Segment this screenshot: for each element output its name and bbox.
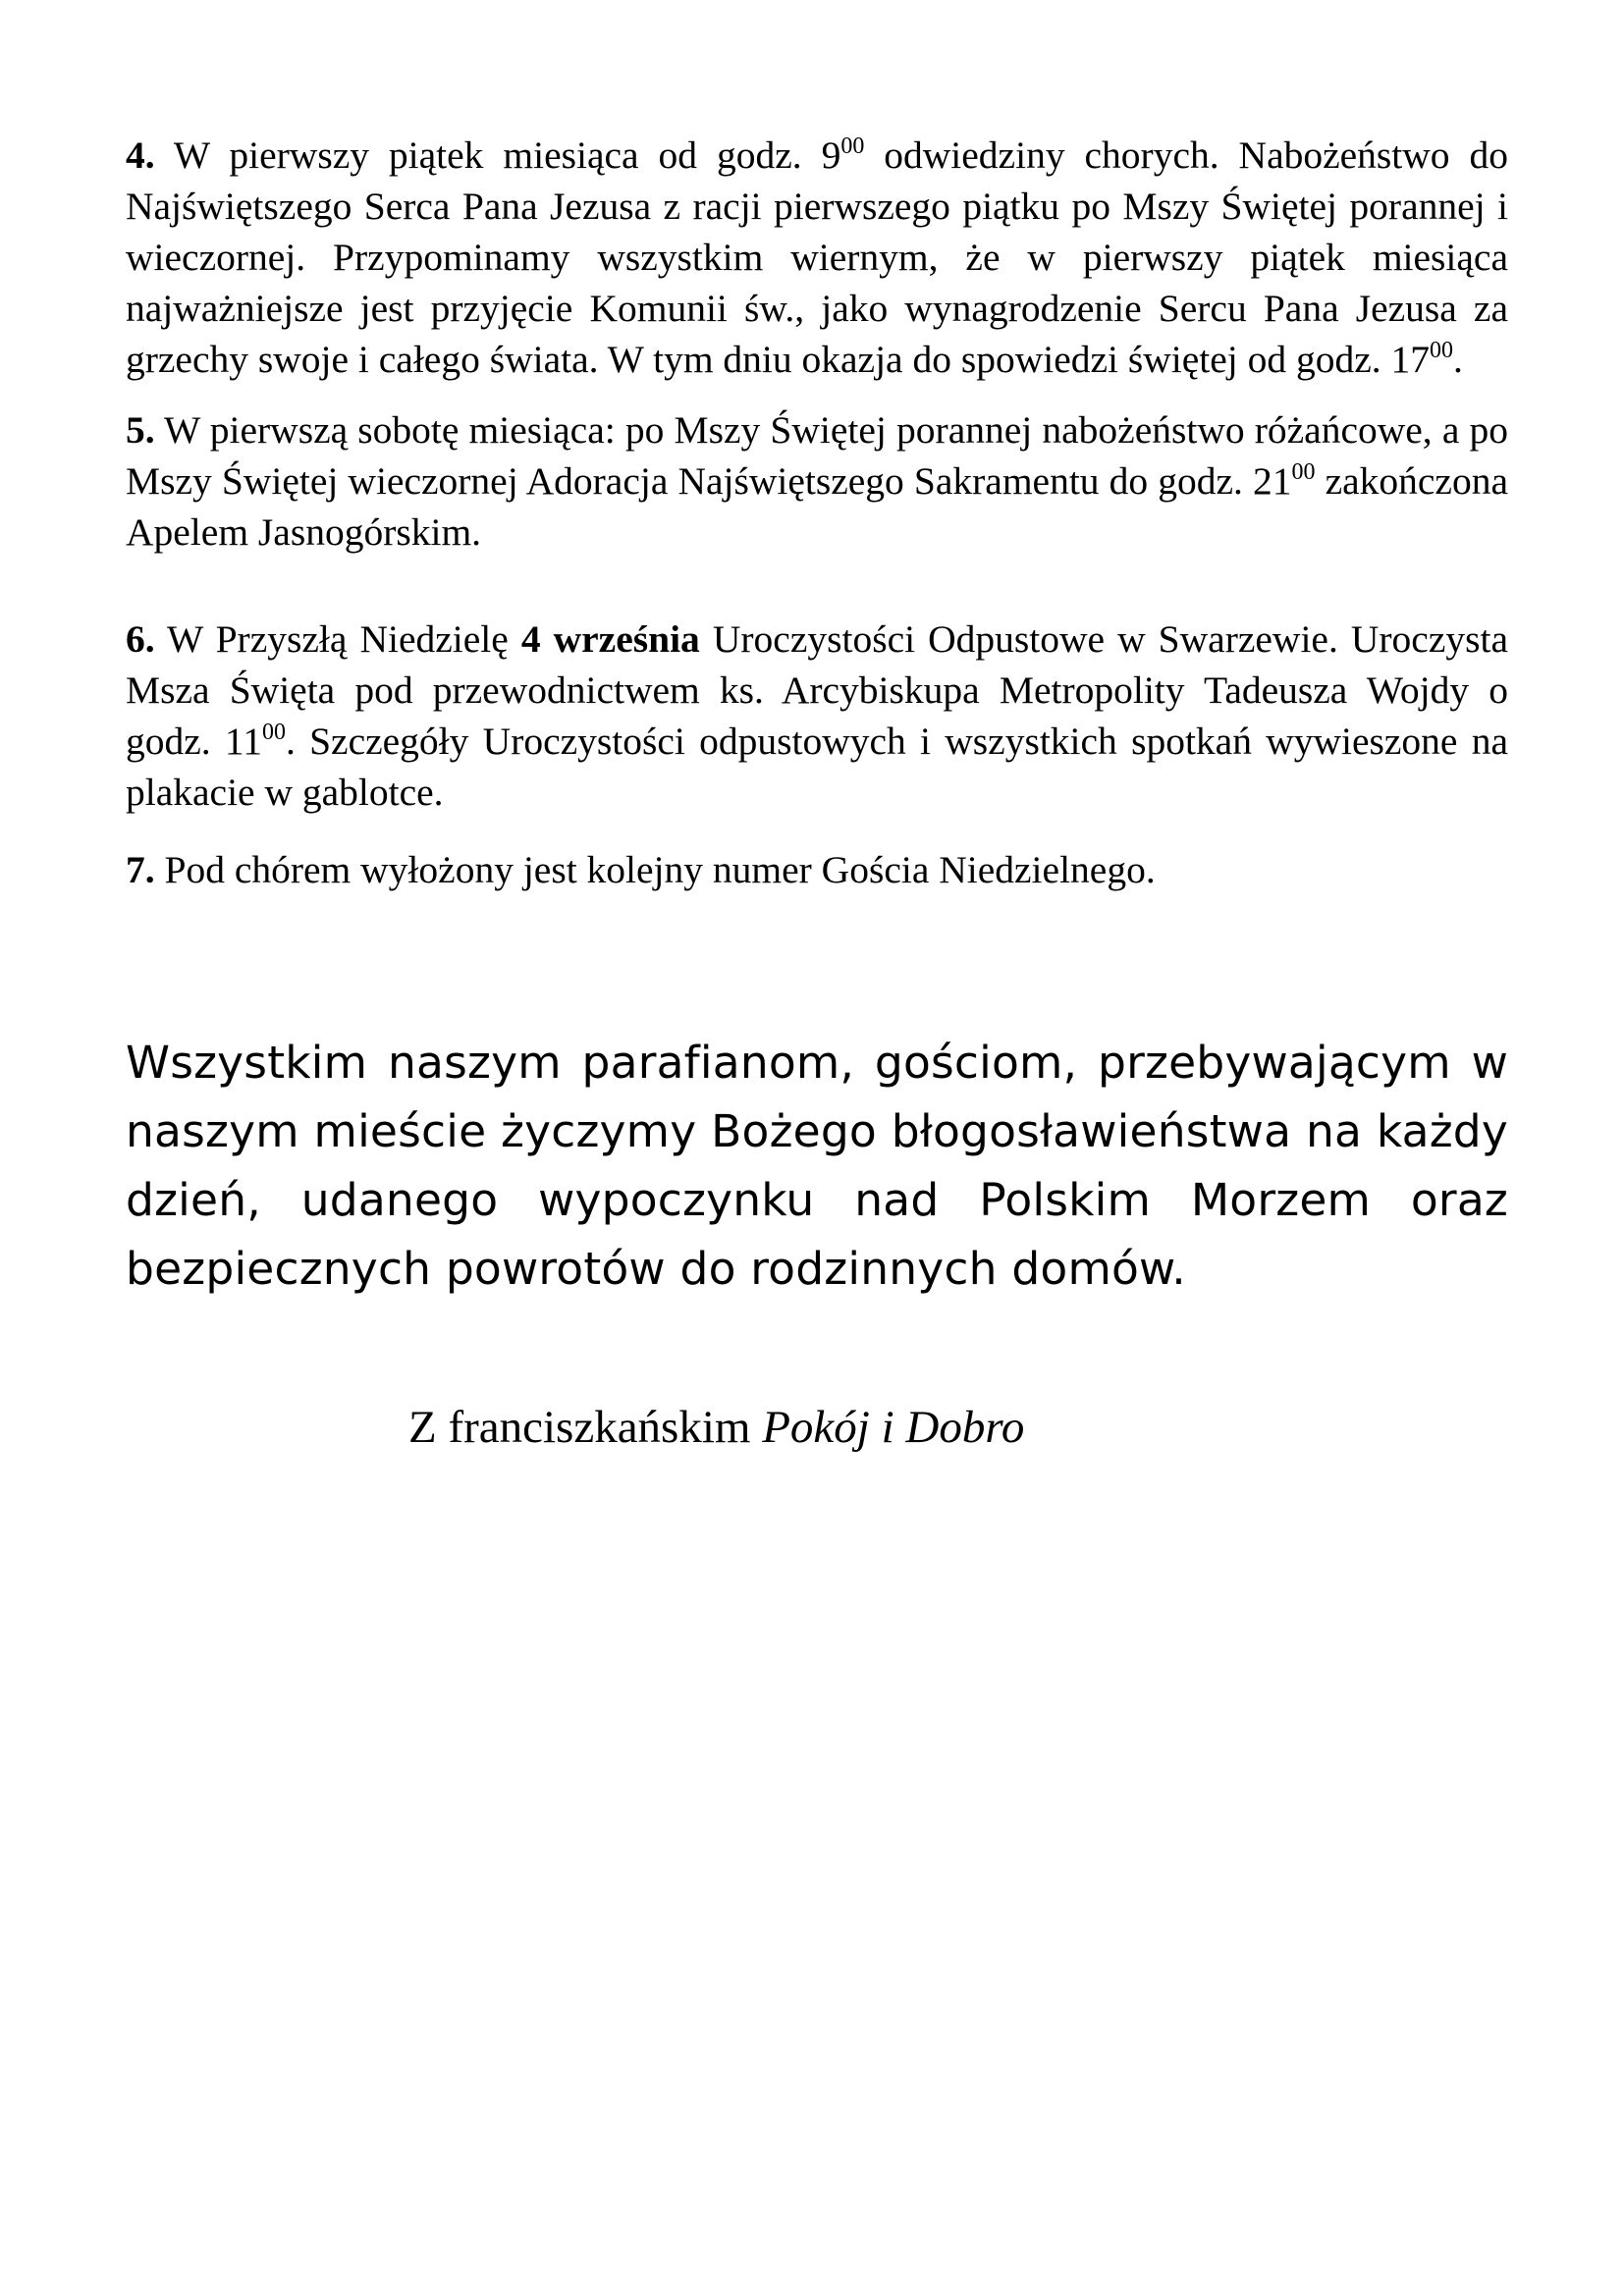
- time-superscript: 00: [1430, 338, 1454, 363]
- announcement-7: [126, 844, 1508, 895]
- time-superscript: 00: [840, 133, 865, 159]
- announcement-text: W pierwszą sobotę miesiąca: po Mszy Świętej porannej nabożeństwo różańcowe, a po Mszy Świętej wieczornej Adoracja Najświętszego Sakramentu do godz. 21: [126, 408, 1508, 503]
- announcement-text: odwiedziny chorych. Nabożeństwo do Najświętszego Serca Pana Jezusa z racji pierwszego piątku po Mszy Świętej porannej i wieczornej. Przypominamy wszystkim wiernym, że w pierwszy piątek miesiąca najważniejsze jest przyjęcie Komunii św., jako wynagrodzenie Sercu Pana Jezusa za grzechy swoje i całego świata. W tym dniu okazja do spowiedzi świętej od godz. 17: [126, 133, 1509, 381]
- document-page: [126, 130, 1508, 1457]
- announcement-number: 5.: [126, 408, 155, 452]
- announcement-number: 4.: [126, 133, 155, 177]
- greeting-message: Wszystkim naszym parafianom, gościom, przebywającym w naszym mieście życzymy Bożego błogosławieństwa na każdy dzień, udanego wypoczynku nad Polskim Morzem oraz bezpiecznych powrotów do rodzinnych domów.: [126, 1037, 1508, 1295]
- announcement-text: W pierwszy piątek miesiąca od godz. 9: [154, 133, 841, 177]
- time-superscript: 00: [261, 720, 286, 745]
- time-superscript: 00: [1291, 459, 1316, 485]
- closing-signature: [408, 1398, 1508, 1457]
- announcement-6: [126, 614, 1508, 818]
- announcement-5: [126, 404, 1508, 558]
- announcement-text: Pod chórem wyłożony jest kolejny numer Gościa Niedzielnego.: [154, 848, 1156, 891]
- announcement-number: 7.: [126, 848, 155, 891]
- signature-prefix: Z franciszkańskim: [408, 1402, 763, 1453]
- announcement-text: zakończona Apelem Jasnogórskim.: [126, 459, 1508, 554]
- signature-motto: Pokój i Dobro: [762, 1402, 1025, 1453]
- event-date: 4 września: [520, 617, 700, 661]
- announcement-text: Uroczystości Odpustowe w Swarzewie. Uroczysta Msza Święta pod przewodnictwem ks. Arcybiskupa Metropolity Tadeusza Wojdy o godz. 11: [126, 617, 1508, 763]
- announcement-text: . Szczegóły Uroczystości odpustowych i wszystkich spotkań wywieszone na plakacie w gablotce.: [126, 720, 1508, 814]
- announcement-text: W Przyszłą Niedzielę: [154, 617, 521, 661]
- announcement-text: .: [1453, 338, 1463, 381]
- announcement-number: 6.: [126, 617, 155, 661]
- announcement-4: [126, 130, 1508, 385]
